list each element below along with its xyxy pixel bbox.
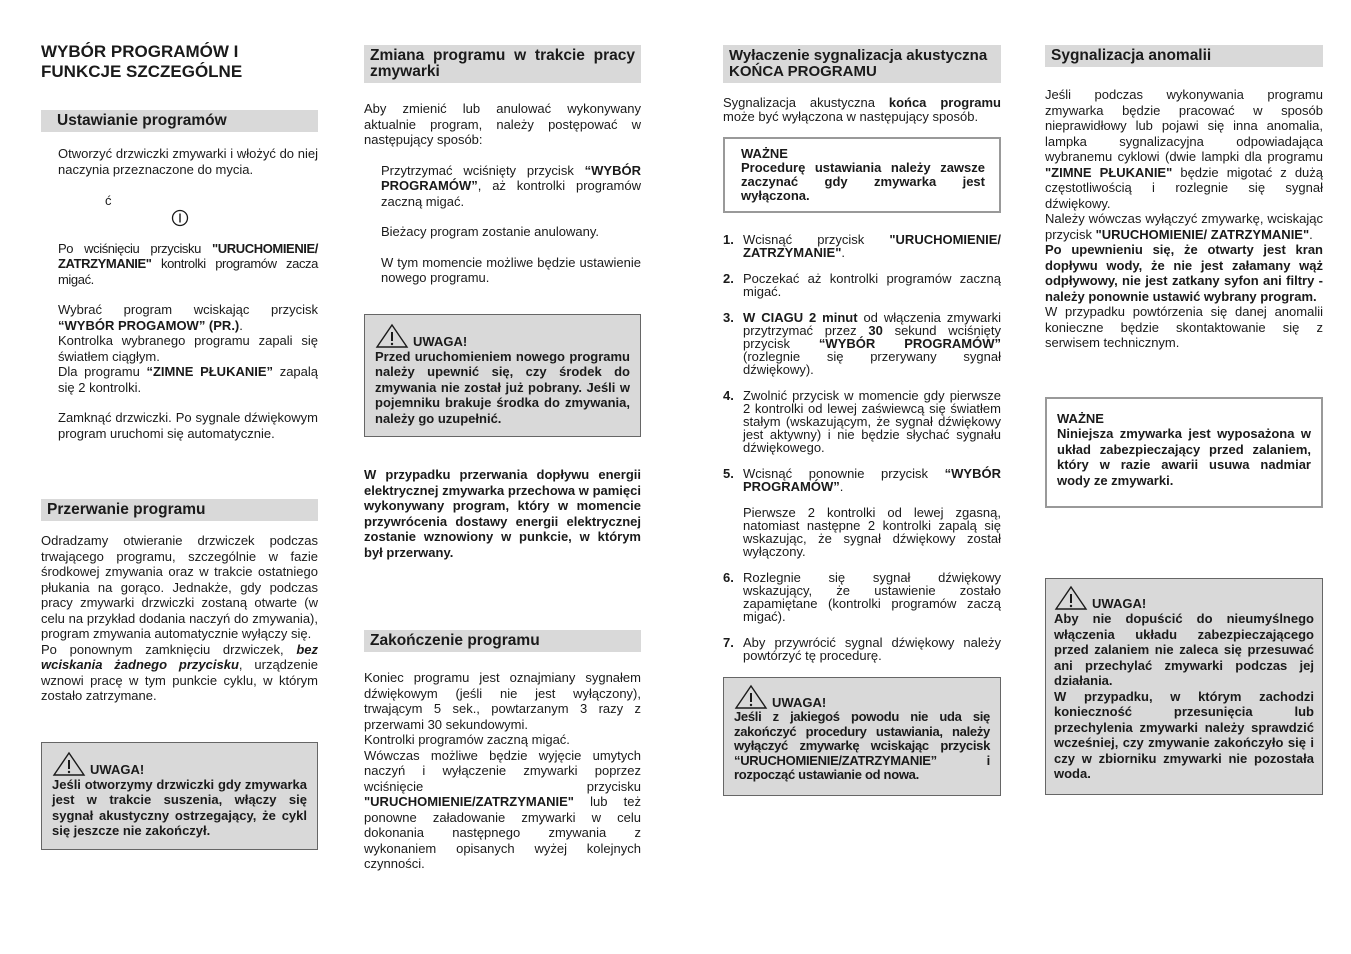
anomalie-p2: Należy wówczas wyłączyć zmywarkę, wciskając przycisk "URUCHOMIENIE/ ZATRZYMANIE". (1045, 211, 1323, 242)
section-heading-ustawianie: Ustawianie programów (41, 110, 318, 132)
procedure-steps (723, 233, 1001, 662)
ustawianie-p5: Dla programu “ZIMNE PŁUKANIE” zapalą się 2 kontrolki. (58, 364, 319, 395)
step-4: 4. Zwolnić przycisk w momencie gdy pierwsze 2 kontrolki od lewej zaświewcą się światłem stałym (wskazującym, że sygnał dźwiękowy jest aktywny) i nie będzie słychać sygnału dźwiękowego. (723, 388, 1001, 455)
step-6: 6. Rozlegnie się sygnał dźwiękowy wskazujący, że ustawienie zostało zapamiętane (kontrolki programów zaczą migać). (723, 570, 1001, 624)
warning-box-drying: UWAGA! Jeśli otworzymy drzwiczki gdy zmywarka jest w trakcie suszenia, włączy się sygnał akustyczny ostrzegający, że cykl się jeszcze nie zakończył. (41, 742, 318, 850)
ustawianie-p2: Po wciśnięciu przycisku "URUCHOMIENIE/ ZATRZYMANIE" kontrolki programów zacza migać. (58, 240, 318, 287)
section-heading-sygnalizacja-konca: Wyłaczenie sygnalizacja akustyczna KOŃCA PROGRAMU (723, 45, 1001, 83)
ustawianie-p1: Otworzyć drzwiczki zmywarki i włożyć do niej naczynia przeznaczone do mycia. (58, 146, 318, 177)
step-7: 7. Aby przywrócić sygnal dźwiękowy należy powtórzyć tę procedurę. (723, 635, 1001, 663)
anomalie-p4: W przypadku powtórzenia się danej anomalii konieczne będzie skontaktowanie się z serwisem technicznym. (1045, 304, 1323, 350)
ustawianie-p3: Wybrać program wciskając przycisk “WYBÓR PROGAMOW” (PR.). (58, 302, 318, 333)
warning-text: Przed uruchomieniem nowego programu należy upewnić się, czy środek do zmywania nie został już pobrany. Jeśli w pojemniku brakuje środka do zmywania, należy go uzupełnić. (375, 348, 630, 426)
anomalie-p1: Jeśli podczas wykonywania programu zmywarka będzie pracować w sposób nieprawidłowy lub pojawi się inna anomalia, lampka sygnalizacyjna odpowiadająca wybranemu cyklowi (dwie lampki dla programu "ZIMNE PŁUKANIE" będzie migotać z dużą częstotliwością i rozlegnie się sygnał dźwiękowy. (1045, 87, 1324, 211)
step-5: 5. Wcisnąć ponownie przycisk “WYBÓR PROGRAMÓW”. Pierwsze 2 kontrolki od lewej zgasną, natomiast następne 2 kontrolki zapalą się wskazując, że sygnał dźwiękowy został wyłączony. (723, 466, 1001, 559)
zakonczenie-p3: Wówczas możliwe będzie wyjęcie umytych naczyń i wyłączenie zmywarki poprzez wciśnięcie przycisku "URUCHOMIENIE/ZATRZYMANIE" lub też ponowne załadowanie zmywarki w celu dokonania następnego zmywania z wykonaniem opisanych wyżej kolejnych czynności. (364, 747, 641, 871)
warning-text-2: W przypadku, w którym zachodzi konieczność przesunięcia lub przechylenia zmywarki należy sprawdzić wcześniej, czy zmywanie zakończyło się i czy w zbiorniku zmywarki nie pozostała woda. (1054, 688, 1314, 781)
warning-triangle-icon (52, 751, 86, 777)
wazne-box-flood-protection: WAŻNE Niniejsza zmywarka jest wyposażona w układ zabezpieczający przed zalaniem, który w razie awarii usuwa nadmiar wody ze zmywarki. (1045, 397, 1323, 509)
zmiana-p4: W tym momencie możliwe będzie ustawienie nowego programu. (381, 254, 641, 285)
warning-text: Jeśli z jakiegoś powodu nie uda się zakończyć procedury ustawiania, należy wyłączyć zmywarkę wciskając przycisk “URUCHOMIENIE/ZATRZYMANIE” i rozpocząć ustawianie od nowa. (734, 709, 990, 782)
warning-triangle-icon (375, 323, 409, 349)
stray-char: ć (105, 193, 112, 208)
step-3: 3. W CIAGU 2 minut od włączenia zmywarki przytrzymać przez 30 sekund wciśnięty przycisk “WYBÓR PROGRAMÓW” (rozlegnie się przerywany sygnał dźwiękowy). (723, 310, 1001, 377)
warning-text-1: Aby nie dopuścić do nieumyślnego włączenia układu zabezpieczającego przed zalaniem nie zaleca się przesuwać ani przechylać zmywarki podczas jej działania. (1054, 611, 1314, 688)
column-2 (364, 40, 641, 872)
power-outage-note: W przypadku przerwania dopływu energii elektrycznej zmywarka przechowa w pamięci wykonywany program, który w momencie przywrócenia dostawy energii elektrycznej zostanie wznowiony w punkcie, w którym był przerwany. (364, 467, 641, 560)
anomalie-p3: Po upewnieniu się, że otwarty jest kran dopływu wody, że nie jest załamany wąż odpływowy, nie jest zatkany syfon ani filtry - należy ponownie ustawić wybrany program. (1045, 242, 1323, 304)
warning-text: Jeśli otworzymy drzwiczki gdy zmywarka jest w trakcie suszenia, włączy się sygnał akustyczny ostrzegający, że cykl się jeszcze nie zakończył. (52, 776, 307, 838)
zmiana-p1: Aby zmienić lub anulować wykonywany aktualnie program, należy postępować w następujący sposób: (364, 101, 641, 147)
step-2: 2. Poczekać aż kontrolki programów zaczną migać. (723, 271, 1001, 299)
section-heading-zmiana: Zmiana programu w trakcie pracy zmywarki (364, 45, 641, 83)
konca-intro: Sygnalizacja akustyczna końca programu może być wyłączona w następujący sposób. (723, 95, 1001, 124)
warning-triangle-icon (1054, 585, 1088, 611)
zakonczenie-p2: Kontrolki programów zaczną migać. (364, 732, 570, 747)
ustawianie-p6: Zamknąć drzwiczki. Po sygnale dźwiękowym program uruchomi się automatycznie. (58, 410, 318, 441)
warning-triangle-icon (734, 684, 768, 710)
zmiana-p3: Bieżacy program zostanie anulowany. (381, 224, 599, 239)
zakonczenie-p1: Koniec programu jest oznajmiany sygnałem dźwiękowym (jeśli nie jest wyłączony), trwającym 5 sek., powtarzanym 3 razy z przerwami 30 sekundowymi. (364, 670, 641, 732)
power-icon (41, 209, 318, 231)
ustawianie-p4: Kontrolka wybranego programu zapali się światłem ciągłym. (58, 333, 318, 364)
section-heading-przerwanie: Przerwanie programu (41, 499, 318, 521)
warning-box-detergent: UWAGA! Przed uruchomieniem nowego programu należy upewnić się, czy środek do zmywania nie został już pobrany. Jeśli w pojemniku brakuje środka do zmywania, należy go uzupełnić. (364, 314, 641, 438)
zmiana-p2: Przytrzymać wciśnięty przycisk “WYBÓR PROGRAMÓW”, aż kontrolki programów zaczną migać. (381, 162, 641, 209)
wazne-box-procedure: WAŻNE Procedurę ustawiania należy zawsze zaczynać gdy zmywarka jest wyłączona. (723, 137, 1001, 213)
page-title: WYBÓR PROGRAMÓW I FUNKCJE SZCZEGÓLNE (41, 42, 243, 81)
warning-box-moving: UWAGA! Aby nie dopuścić do nieumyślnego włączenia układu zabezpieczającego przed zalaniem nie zaleca się przesuwać ani przechylać zmywarki podczas jej działania. W przypadku, w którym zachodzi konieczność przesunięcia lub przechylenia zmywarki należy sprawdzić wcześniej, czy zmywanie zakończyło się i czy w zbiorniku zmywarki nie pozostała woda. (1045, 578, 1323, 795)
column-4 (1045, 40, 1323, 795)
section-heading-anomalie: Sygnalizacja anomalii (1045, 45, 1323, 67)
section-heading-zakonczenie: Zakończenie programu (364, 630, 641, 652)
warning-box-procedure-fail: UWAGA! Jeśli z jakiegoś powodu nie uda się zakończyć procedury ustawiania, należy wyłączyć zmywarkę wciskając przycisk “URUCHOMIENIE/ZATRZYMANIE” i rozpocząć ustawianie od nowa. (723, 677, 1001, 796)
column-3 (723, 40, 1001, 796)
column-1 (41, 40, 318, 850)
przerwanie-p2: Po ponownym zamknięciu drzwiczek, bez wciskania żadnego przycisku, urządzenie wznowi pracę w tym punkcie cyklu, w którym zostało zatrzymane. (41, 641, 318, 703)
step-1: 1. Wcisnąć przycisk "URUCHOMIENIE/ ZATRZYMANIE". (723, 232, 1001, 260)
przerwanie-p1: Odradzamy otwieranie drzwiczek podczas trwającego programu, szczególnie w fazie środkowej zmywania oraz w trakcie ostatniego płukania na gorąco. Jednakże, gdy podczas pracy zmywarki drzwiczki zostaną otwarte (w celu na przykład dodania naczyń do zmywania), program zmywania automatycznie wyłączy się. (41, 533, 318, 641)
